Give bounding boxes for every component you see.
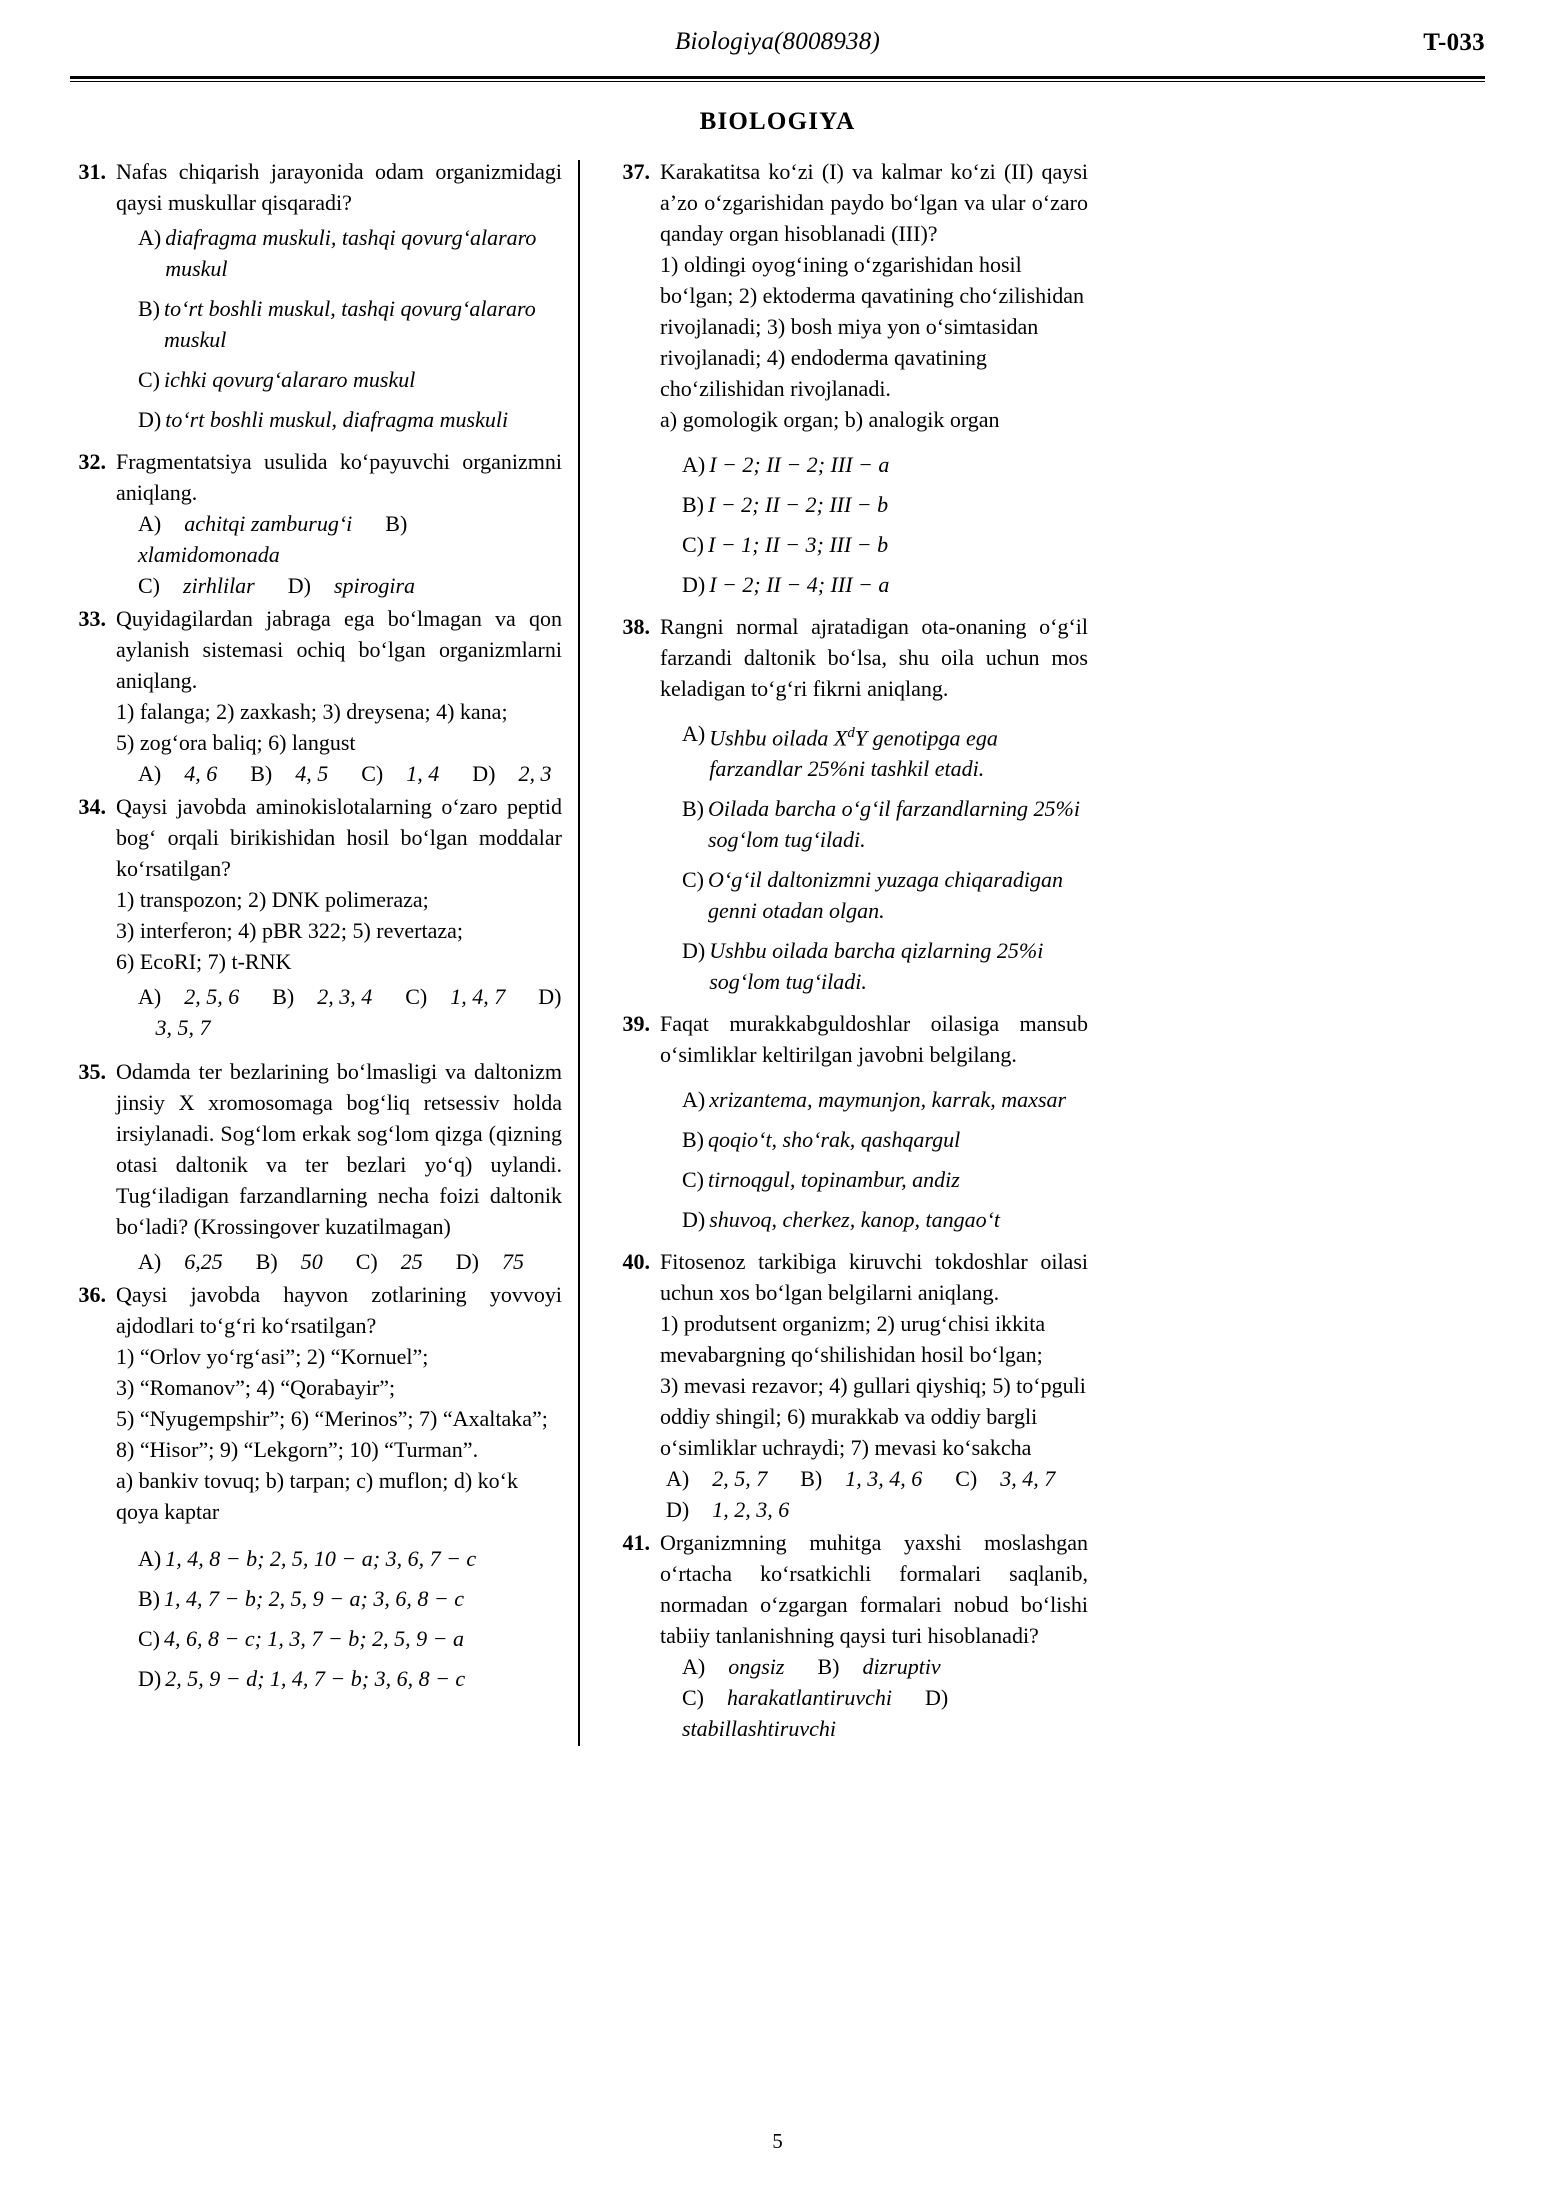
option-label: C)	[355, 1249, 378, 1274]
question-text: Fragmentatsiya usulida ko‘payuvchi organizmni aniqlang.	[116, 449, 562, 505]
question-37	[614, 156, 1088, 609]
option-value: to‘rt boshli muskul, tashqi qovurg‘alararo muskul	[164, 296, 536, 352]
option-c[interactable]	[660, 1164, 1088, 1195]
question-text: Qaysi javobda hayvon zotlarining yovvoyi ajdodlari to‘g‘ri ko‘rsatilgan?	[116, 1282, 562, 1338]
option-value[interactable]: 1, 3, 4, 6	[845, 1466, 923, 1492]
option-value[interactable]: 4, 5	[295, 761, 329, 786]
option-b[interactable]	[116, 293, 562, 355]
option-label: A)	[682, 721, 706, 746]
option-value: Oilada barcha o‘g‘il farzandlarning 25%i sog‘lom tug‘iladi.	[708, 796, 1080, 853]
option-value[interactable]: 2, 3	[518, 761, 552, 786]
option-label: D)	[924, 1685, 949, 1711]
option-a[interactable]	[116, 1543, 562, 1574]
question-number: 36.	[78, 1282, 106, 1307]
option-label: B)	[385, 511, 408, 536]
question-item: o‘simliklar uchraydi; 7) mevasi ko‘sakcha	[660, 1435, 1032, 1461]
options-inline-row-1	[660, 1463, 1088, 1494]
option-label: C)	[682, 1685, 704, 1711]
header-rule	[70, 76, 1485, 82]
option-value: 4, 6, 8 − c; 1, 3, 7 − b; 2, 5, 9 − a	[164, 1626, 464, 1651]
option-label: A)	[682, 1654, 706, 1680]
option-value[interactable]: 3, 5, 7	[155, 1015, 211, 1040]
question-38	[614, 611, 1088, 1006]
option-label: D)	[538, 984, 562, 1009]
option-value[interactable]: harakatlantiruvchi	[727, 1685, 892, 1711]
option-c[interactable]	[660, 529, 1088, 560]
option-label: C)	[138, 1626, 160, 1651]
page-number: 5	[772, 2129, 783, 2153]
option-value: shuvoq, cherkez, kanop, tangao‘t	[709, 1207, 1001, 1233]
question-item: oddiy shingil; 6) murakkab va oddiy bargli	[660, 1404, 1038, 1430]
option-c[interactable]	[116, 1623, 562, 1654]
option-label: C)	[361, 761, 384, 786]
question-item: 3) “Romanov”; 4) “Qorabayir”;	[116, 1375, 396, 1400]
question-item: bo‘lgan; 2) ektoderma qavatining cho‘zilishidan	[660, 283, 1084, 308]
question-item: 1) oldingi oyog‘ining o‘zgarishidan hosil	[660, 252, 1022, 277]
option-value[interactable]: stabillashtiruvchi	[682, 1716, 836, 1742]
right-column	[580, 156, 1088, 1746]
question-35	[70, 1056, 562, 1277]
option-label: B)	[250, 761, 273, 786]
question-text: Quyidagilardan jabraga ega bo‘lmagan va qon aylanish sistemasi ochiq bo‘lgan organizmlarni aniqlang.	[116, 606, 562, 693]
option-a[interactable]	[660, 1084, 1088, 1115]
option-label: A)	[682, 452, 706, 477]
option-value[interactable]: 75	[501, 1249, 524, 1274]
option-value[interactable]: dizruptiv	[862, 1654, 941, 1680]
option-value: 1, 4, 7 − b; 2, 5, 9 − a; 3, 6, 8 − c	[164, 1586, 464, 1611]
question-number: 35.	[78, 1059, 106, 1084]
option-c[interactable]	[660, 864, 1088, 926]
question-36	[70, 1279, 562, 1703]
option-value[interactable]: achitqi zamburug‘i	[184, 511, 353, 536]
option-label: B)	[682, 796, 704, 822]
option-label: D)	[455, 1249, 479, 1274]
question-item: mevabargning qo‘shilishidan hosil bo‘lgan;	[660, 1342, 1043, 1368]
options-inline-row-1	[116, 758, 562, 789]
option-label: A)	[138, 984, 162, 1009]
option-label: B)	[682, 492, 704, 517]
question-text: Rangni normal ajratadigan ota-onaning o‘g‘il farzandi daltonik bo‘lsa, shu oila uchun mos keladigan to‘g‘ri fikrni aniqlang.	[660, 614, 1088, 701]
option-d[interactable]	[660, 1204, 1088, 1235]
option-value[interactable]: 1, 4, 7	[450, 984, 506, 1009]
option-label: A)	[138, 225, 162, 250]
question-item: cho‘zilishidan rivojlanadi.	[660, 376, 891, 401]
question-number: 41.	[622, 1530, 650, 1556]
option-label: D)	[682, 938, 706, 964]
question-item: 1) falanga; 2) zaxkash; 3) dreysena; 4) kana;	[116, 699, 508, 724]
genotype-superscript: d	[847, 725, 855, 741]
question-number: 32.	[78, 449, 106, 474]
option-value: ichki qovurg‘alararo muskul	[164, 367, 416, 392]
option-value[interactable]: 1, 2, 3, 6	[712, 1497, 790, 1523]
option-label: A)	[682, 1087, 706, 1113]
option-value: O‘g‘il daltonizmni yuzaga chiqaradigan genni otadan olgan.	[708, 867, 1064, 924]
question-item: 1) “Orlov yo‘rg‘asi”; 2) “Kornuel”;	[116, 1344, 429, 1369]
question-number: 34.	[78, 794, 106, 819]
question-item: 3) interferon; 4) pBR 322; 5) revertaza;	[116, 918, 463, 943]
option-label: B)	[138, 296, 160, 321]
spacer	[70, 1045, 562, 1056]
option-value: I − 2; II − 4; III − a	[709, 572, 890, 597]
option-value[interactable]: 2, 5, 7	[712, 1466, 768, 1492]
option-d[interactable]	[116, 404, 562, 435]
question-number: 31.	[78, 159, 106, 184]
options-inline-row-2	[116, 570, 562, 601]
question-33	[70, 603, 562, 789]
question-item: a) gomologik organ; b) analogik organ	[660, 407, 1000, 432]
option-label: C)	[138, 573, 160, 598]
option-value: 2, 5, 9 − d; 1, 4, 7 − b; 3, 6, 8 − c	[165, 1666, 466, 1691]
option-value: I − 1; II − 3; III − b	[708, 532, 889, 557]
option-label: B)	[682, 1127, 704, 1153]
option-value[interactable]: 3, 4, 7	[1000, 1466, 1056, 1492]
question-32	[70, 446, 562, 601]
options-list	[660, 1084, 1088, 1235]
question-item: 5) zog‘ora baliq; 6) langust	[116, 730, 356, 755]
option-label: A)	[138, 761, 162, 786]
option-b[interactable]	[660, 793, 1088, 855]
option-value: Ushbu oilada barcha qizlarning 25%i sog‘lom tug‘iladi.	[709, 938, 1044, 995]
options-inline-row-1	[116, 1246, 562, 1277]
option-value: 1, 4, 8 − b; 2, 5, 10 − a; 3, 6, 7 − c	[165, 1546, 477, 1571]
option-label: B)	[817, 1654, 840, 1680]
option-label: D)	[682, 572, 706, 597]
options-list	[660, 449, 1088, 600]
options-list	[660, 718, 1088, 997]
question-text: Karakatitsa ko‘zi (I) va kalmar ko‘zi (II) qaysi a’zo o‘zgarishidan paydo bo‘lgan va ular o‘zaro qanday organ hisoblanadi (III)?	[660, 159, 1088, 246]
question-text: Fitosenoz tarkibiga kiruvchi tokdoshlar oilasi uchun xos bo‘lgan belgilarni aniqlang.	[660, 1249, 1088, 1306]
option-value[interactable]: 2, 5, 6	[184, 984, 240, 1009]
option-label: C)	[682, 867, 704, 893]
option-value[interactable]: zirhlilar	[183, 573, 255, 598]
option-a[interactable]	[660, 718, 1088, 784]
question-item: 3) mevasi rezavor; 4) gullari qiyshiq; 5) to‘pguli	[660, 1373, 1086, 1399]
option-label: D)	[138, 407, 162, 432]
option-c[interactable]	[116, 364, 562, 395]
option-label: B)	[138, 1586, 160, 1611]
option-a[interactable]	[660, 449, 1088, 480]
option-label: C)	[682, 532, 704, 557]
options-inline-row-1	[116, 981, 562, 1043]
options-inline-row-2	[660, 1494, 1088, 1525]
options-inline-row-1	[660, 1651, 1088, 1682]
options-list	[116, 1543, 562, 1694]
option-value: xrizantema, maymunjon, karrak, maxsar	[709, 1087, 1067, 1113]
option-value[interactable]: 2, 3, 4	[317, 984, 373, 1009]
question-40	[614, 1246, 1088, 1525]
question-item: rivojlanadi; 3) bosh miya yon o‘simtasidan	[660, 314, 1039, 339]
page-title: BIOLOGIYA	[699, 108, 856, 135]
option-label: C)	[405, 984, 428, 1009]
question-41	[614, 1527, 1088, 1744]
option-value[interactable]: ongsiz	[728, 1654, 785, 1680]
option-value: diafragma muskuli, tashqi qovurg‘alararo muskul	[165, 225, 537, 281]
question-item: a) bankiv tovuq; b) tarpan; c) muflon; d) ko‘k qoya kaptar	[116, 1468, 519, 1524]
question-number: 33.	[78, 606, 106, 631]
question-39	[614, 1008, 1088, 1244]
option-label: D)	[682, 1207, 706, 1233]
question-number: 40.	[622, 1249, 650, 1275]
question-text: Odamda ter bezlarining bo‘lmasligi va daltonizm jinsiy X xromosomaga bog‘liq retsessiv holda irsiylanadi. Sog‘lom erkak sog‘lom qizga (qizning otasi daltonik va ter bezlari yo‘q) uylandi. Tug‘iladigan farzandlarning necha foizi daltonik bo‘ladi? (Krossingover kuzatilmagan)	[116, 1059, 562, 1239]
option-label: D)	[472, 761, 496, 786]
variant-code-header: T-033	[1423, 29, 1485, 56]
option-value: to‘rt boshli muskul, diafragma muskuli	[165, 407, 509, 432]
subject-code-header: Biologiya(8008938)	[675, 28, 880, 55]
question-text: Qaysi javobda aminokislotalarning o‘zaro peptid bog‘ orqali birikishidan hosil bo‘lgan moddalar ko‘rsatilgan?	[116, 794, 562, 881]
option-value: I − 2; II − 2; III − a	[709, 452, 890, 477]
option-d[interactable]	[660, 569, 1088, 600]
option-value: I − 2; II − 2; III − b	[708, 492, 889, 517]
option-value-pre: Ushbu oilada X	[709, 725, 848, 751]
question-number: 37.	[622, 159, 650, 184]
option-label: A)	[138, 511, 162, 536]
option-label: D)	[138, 1666, 162, 1691]
option-a[interactable]	[116, 222, 562, 284]
option-value: tirnoqgul, topinambur, andiz	[708, 1167, 960, 1193]
options-inline-row-1	[116, 508, 562, 570]
question-31	[70, 156, 562, 444]
option-label: D)	[666, 1497, 690, 1523]
options-list	[116, 222, 562, 435]
option-value	[709, 718, 1088, 784]
option-b[interactable]	[660, 489, 1088, 520]
option-label: B)	[255, 1249, 278, 1274]
question-number: 38.	[622, 614, 650, 639]
option-label: C)	[682, 1167, 704, 1193]
option-d[interactable]	[116, 1663, 562, 1694]
option-d[interactable]	[660, 935, 1088, 997]
question-number: 39.	[622, 1011, 650, 1037]
option-value[interactable]: 50	[300, 1249, 323, 1274]
option-label: C)	[955, 1466, 978, 1492]
question-item: 1) produtsent organizm; 2) urug‘chisi ikkita	[660, 1311, 1046, 1337]
option-label: C)	[138, 367, 160, 392]
option-b[interactable]	[660, 1124, 1088, 1155]
question-34	[70, 791, 562, 1043]
question-item: rivojlanadi; 4) endoderma qavatining	[660, 345, 987, 370]
option-label: A)	[666, 1466, 690, 1492]
option-value[interactable]: spirogira	[333, 573, 416, 598]
question-item: 1) transpozon; 2) DNK polimeraza;	[116, 887, 429, 912]
option-value[interactable]: 4, 6	[184, 761, 218, 786]
question-item: 6) EcoRI; 7) t-RNK	[116, 949, 292, 974]
option-value-post: Y genotipga ega farzandlar 25%ni tashkil etadi.	[709, 725, 998, 782]
option-value[interactable]: 1, 4	[406, 761, 440, 786]
question-item: 5) “Nyugempshir”; 6) “Merinos”; 7) “Axaltaka”;	[116, 1406, 548, 1431]
option-value[interactable]: 6,25	[184, 1249, 223, 1274]
option-value[interactable]: xlamidomonada	[138, 542, 280, 567]
question-text: Faqat murakkabguldoshlar oilasiga mansub o‘simliklar keltirilgan javobni belgilang.	[660, 1011, 1088, 1068]
two-column-body	[70, 156, 1485, 1746]
option-label: A)	[138, 1249, 162, 1274]
option-b[interactable]	[116, 1583, 562, 1614]
option-value: qoqio‘t, sho‘rak, qashqargul	[708, 1127, 961, 1153]
option-label: D)	[287, 573, 311, 598]
left-column	[70, 156, 578, 1705]
question-item: 8) “Hisor”; 9) “Lekgorn”; 10) “Turman”.	[116, 1437, 479, 1462]
options-inline-row-2	[660, 1682, 1088, 1744]
option-label: B)	[272, 984, 295, 1009]
question-text: Organizmning muhitga yaxshi moslashgan o‘rtacha ko‘rsatkichli formalari saqlanib, normadan o‘zgargan formalari nobud bo‘lishi tabiiy tanlanishning qaysi turi hisoblanadi?	[660, 1530, 1088, 1649]
page-header	[70, 28, 1485, 74]
option-label: B)	[800, 1466, 823, 1492]
option-label: A)	[138, 1546, 162, 1571]
question-text: Nafas chiqarish jarayonida odam organizmidagi qaysi muskullar qisqaradi?	[116, 159, 562, 215]
option-value[interactable]: 25	[400, 1249, 423, 1274]
